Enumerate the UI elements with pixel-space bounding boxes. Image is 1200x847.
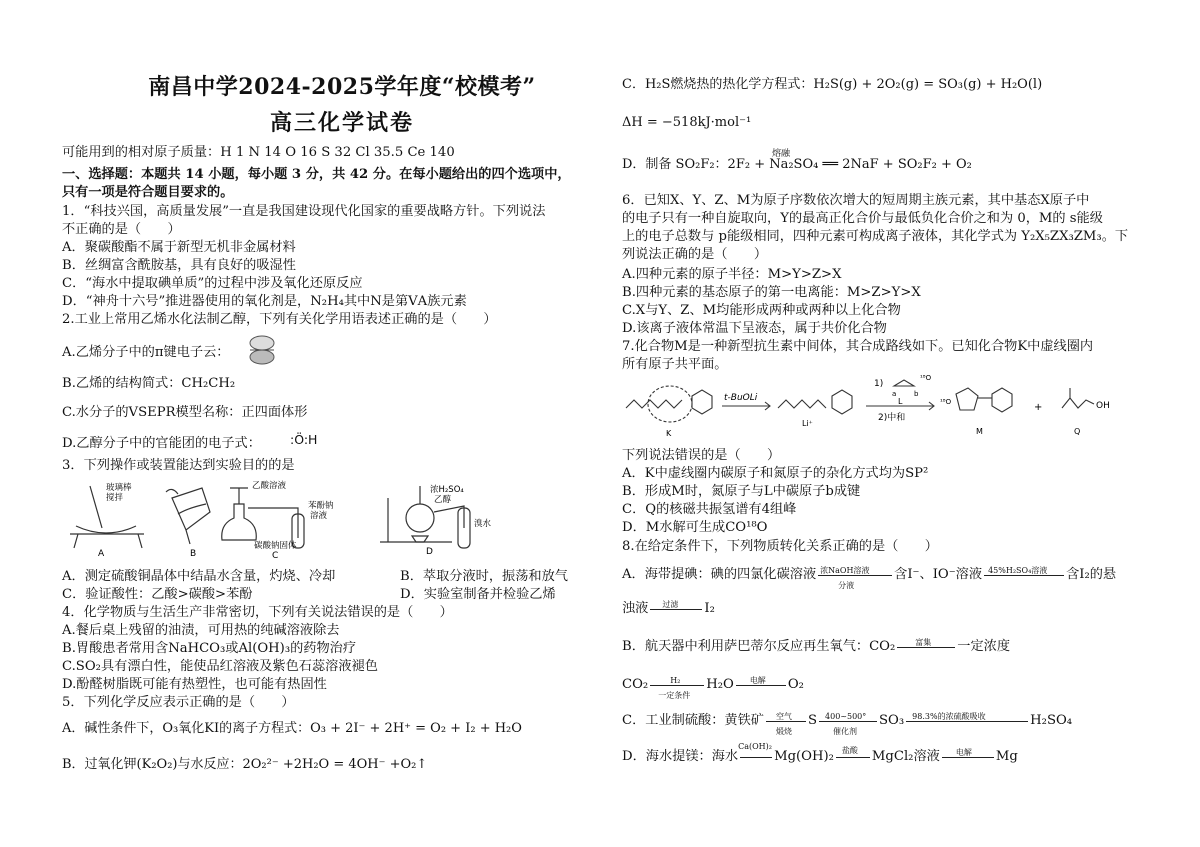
q7-stem-2: 所有原子共平面。 [622, 357, 728, 372]
section1-heading: 一、选择题：本题共 14 小题，每小题 3 分，共 42 分。在每小题给出的四个选项中， [62, 167, 571, 182]
q4-option-a: A.餐后桌上残留的油渍，可用热的纯碱溶液除去 [62, 623, 340, 638]
q8-option-a [622, 565, 1117, 590]
label-phenol-sodium: 苯酚钠 [308, 501, 334, 511]
scheme-label-m: M [976, 427, 983, 436]
q6-stem-4: 列说法正确的是（ ） [622, 247, 768, 262]
q6-option-b: B.四种元素的基态原子的第一电离能：M>Z>Y>X [622, 285, 921, 300]
q2-option-a: A.乙烯分子中的π键电子云： [62, 345, 230, 360]
q8-b-arrow-3: 电解 [734, 678, 788, 692]
q7-option-b: B．形成M时，氮原子与L中碳原子b成键 [622, 484, 861, 499]
q1-stem: 1．“科技兴国，高质量发展”一直是我国建设现代化国家的重要战略方针。下列说法 [62, 204, 546, 219]
q7-stem: 7.化合物M是一种新型抗生素中间体，其合成路线如下。已知化合物K中虚线圈内 [622, 339, 1094, 354]
q5-option-a: A．碱性条件下，O₃氧化KI的离子方程式：O₃ + 2I⁻ + 2H⁺ = O₂ + I₂ + H₂O [62, 721, 522, 736]
q8-option-d: D．海水提镁：海水 Ca(OH)₂ Mg(OH)₂ 盐酸 MgCl₂溶液 电解 Mg [622, 741, 1018, 764]
q6-option-c: C.X与Y、Z、M均能形成两种或两种以上化合物 [622, 303, 901, 318]
q5-option-b: B．过氧化钾(K₂O₂)与水反应：2O₂²⁻ +2H₂O = 4OH⁻ +O₂↑ [62, 757, 428, 772]
label-fig-d: D [426, 547, 433, 557]
apparatus-d [380, 486, 470, 548]
q4-option-d: D.酚醛树脂既可能有热塑性，也可能有热固性 [62, 677, 327, 692]
q3-apparatus-figure [62, 478, 542, 560]
label-fig-a: A [98, 549, 105, 559]
label-solution: 溶液 [310, 511, 328, 521]
q5-option-d: D．制备 SO₂F₂：2F₂ + Na₂SO₄ ══ 2NaF + SO₂F₂ + O₂ [622, 157, 972, 172]
q8-option-b: B．航天器中利用萨巴蒂尔反应再生氧气：CO₂ 富集 一定浓度 [622, 637, 1011, 654]
q2-option-c: C.水分子的VSEPR模型名称：正四面体形 [62, 405, 308, 420]
q4-stem: 4．化学物质与生活生产非常密切，下列有关说法错误的是（ ） [62, 605, 453, 620]
q5-stem: 5．下列化学反应表示正确的是（ ） [62, 695, 295, 710]
q1-option-b: B．丝绸富含酰胺基，具有良好的吸湿性 [62, 258, 296, 273]
q8-option-a-line2: 浊液 过滤 I₂ [622, 599, 715, 616]
q1-option-d: D．“神舟十六号”推进器使用的氧化剂是，N₂H₄其中N是第ⅤA族元素 [62, 294, 467, 309]
apparatus-b [166, 488, 210, 544]
section1-heading-2: 只有一项是符合题目要求的。 [62, 185, 234, 200]
q7-option-a: A．K中虚线圈内碳原子和氮原子的杂化方式均为SP² [622, 466, 929, 481]
q6-stem-2: 的电子只有一种自旋取向，Y的最高正化合价与最低负化合价之和为 0，M的 s能级 [622, 211, 1103, 226]
q7-option-d: D．M水解可生成CO¹⁸O [622, 520, 768, 535]
q2-stem: 2.工业上常用乙烯水化法制乙醇，下列有关化学用语表述正确的是（ ） [62, 312, 497, 327]
q8-option-c: C．工业制硫酸：黄铁矿 空气 煅烧 S 400~500° 催化剂 SO₃ 98.3%的浓硫酸吸收 H₂SO₄ [622, 711, 1073, 736]
pi-bond-cloud-image [244, 333, 280, 367]
q1-option-a: A．聚碳酸酯不属于新型无机非金属材料 [62, 240, 296, 255]
q8-d-arrow-3: 电解 [940, 750, 996, 764]
q8-a-part2: 含I⁻、IO⁻溶液 [894, 567, 983, 582]
q8-c-arrow-2: 400~500° 催化剂 [817, 714, 879, 728]
q8-a-arrow-2: 45%H₂SO₄溶液 [982, 568, 1066, 582]
scheme-label-a: a [892, 390, 897, 398]
q2-d-electron-formula: :Ö:H [290, 432, 318, 447]
label-conc-h2so4: 浓H₂SO₄ [430, 485, 464, 495]
school-title: 南昌中学2024-2025学年度“校模考” [148, 74, 536, 100]
q6-option-d: D.该离子液体常温下呈液态，属于共价化合物 [622, 321, 887, 336]
label-fig-c: C [272, 551, 279, 560]
scheme-label-b: b [914, 390, 919, 398]
q3-option-c: C．验证酸性：乙酸>碳酸>苯酚 [62, 587, 253, 602]
q8-a-arrow-1: 浓NaOH溶液 分液 [816, 568, 894, 582]
q3-stem: 3．下列操作或装置能达到实验目的的是 [62, 458, 295, 473]
scheme-reagent-1: t-BuOLi [724, 393, 758, 403]
scheme-step-1: 1) [874, 379, 884, 389]
q8-d-arrow-1: Ca(OH)₂ [738, 750, 774, 764]
label-bromine-water: 溴水 [474, 519, 492, 529]
q5-option-c-enthalpy: ΔH = −518kJ·mol⁻¹ [622, 115, 752, 130]
q7-question: 下列说法错误的是（ ） [622, 448, 781, 463]
q8-a-start: A．海带提碘：碘的四氯化碳溶液 [622, 567, 817, 582]
label-sodium-carbonate: 碳酸钠固体 [254, 541, 297, 551]
q3-option-d: D．实验室制备并检验乙烯 [400, 587, 556, 602]
label-ethanol: 乙醇 [434, 495, 452, 505]
q7-option-c: C．Q的核磁共振氢谱有4组峰 [622, 502, 797, 517]
label-stir: 搅拌 [106, 493, 124, 503]
q7-reaction-scheme [622, 374, 1142, 440]
q2-option-d: D.乙醇分子中的官能团的电子式： [62, 436, 261, 451]
q3-option-a: A．测定硫酸铜晶体中结晶水含量，灼烧、冷却 [62, 569, 336, 584]
q8-a-part3: 含I₂的悬 [1066, 567, 1117, 582]
scheme-plus: + [1034, 402, 1043, 413]
scheme-oh: OH [1096, 401, 1110, 411]
q8-c-arrow-3: 98.3%的浓硫酸吸收 [904, 714, 1030, 728]
q8-stem: 8.在给定条件下，下列物质转化关系正确的是（ ） [622, 539, 938, 554]
scheme-step-2: 2)中和 [878, 413, 906, 423]
q8-d-arrow-2: 盐酸 [834, 750, 872, 764]
apparatus-c [222, 488, 304, 548]
q2-option-b: B.乙烯的结构简式：CH₂CH₂ [62, 376, 236, 391]
q8-option-b-line2: CO₂ H₂ 一定条件 H₂O 电解 O₂ [622, 675, 804, 700]
atomic-masses: 可能用到的相对原子质量：H 1 N 14 O 16 S 32 Cl 35.5 Ce 140 [62, 145, 455, 160]
scheme-label-q: Q [1074, 427, 1081, 436]
q8-b-arrow-2: H₂ 一定条件 [648, 678, 706, 692]
scheme-o18-l: ¹⁸O [920, 374, 932, 382]
q4-option-b: B.胃酸患者常用含NaHCO₃或Al(OH)₃的药物治疗 [62, 641, 357, 656]
q5-option-c: C．H₂S燃烧热的热化学方程式：H₂S(g) + 2O₂(g) = SO₃(g) + H₂O(l) [622, 77, 1043, 92]
q1-stem-2: 不正确的是（ ） [62, 222, 181, 237]
q8-a-arrow-3: 过滤 [648, 602, 704, 616]
scheme-label-l: L [898, 397, 903, 406]
scheme-li: Li⁺ [802, 419, 813, 428]
q1-option-c: C．“海水中提取碘单质”的过程中涉及氧化还原反应 [62, 276, 363, 291]
q6-stem-3: 上的电子总数与 p能级相同，四种元素可构成离子液体，其化学式为 Y₂X₅ZX₃ZM₃。下 [622, 229, 1129, 244]
scheme-o18-m: ¹⁸O [940, 398, 952, 406]
scheme-label-k: K [666, 429, 672, 438]
q3-option-b: B．萃取分液时，振荡和放气 [400, 569, 568, 584]
q8-c-arrow-1: 空气 煅烧 [764, 714, 808, 728]
q4-option-c: C.SO₂具有漂白性，能使品红溶液及紫色石蕊溶液褪色 [62, 659, 378, 674]
label-fig-b: B [190, 549, 197, 559]
q8-b-arrow-1: 富集 [895, 640, 957, 654]
q5-d-condition: 熔融 [772, 149, 791, 159]
q6-stem: 6．已知X、Y、Z、M为原子序数依次增大的短周期主族元素，其中基态X原子中 [622, 193, 1090, 208]
label-acetic-acid: 乙酸溶液 [252, 481, 287, 491]
exam-title: 高三化学试卷 [269, 110, 414, 136]
label-glass-rod: 玻璃棒 [106, 483, 132, 493]
q6-option-a: A.四种元素的原子半径：M>Y>Z>X [622, 267, 842, 282]
